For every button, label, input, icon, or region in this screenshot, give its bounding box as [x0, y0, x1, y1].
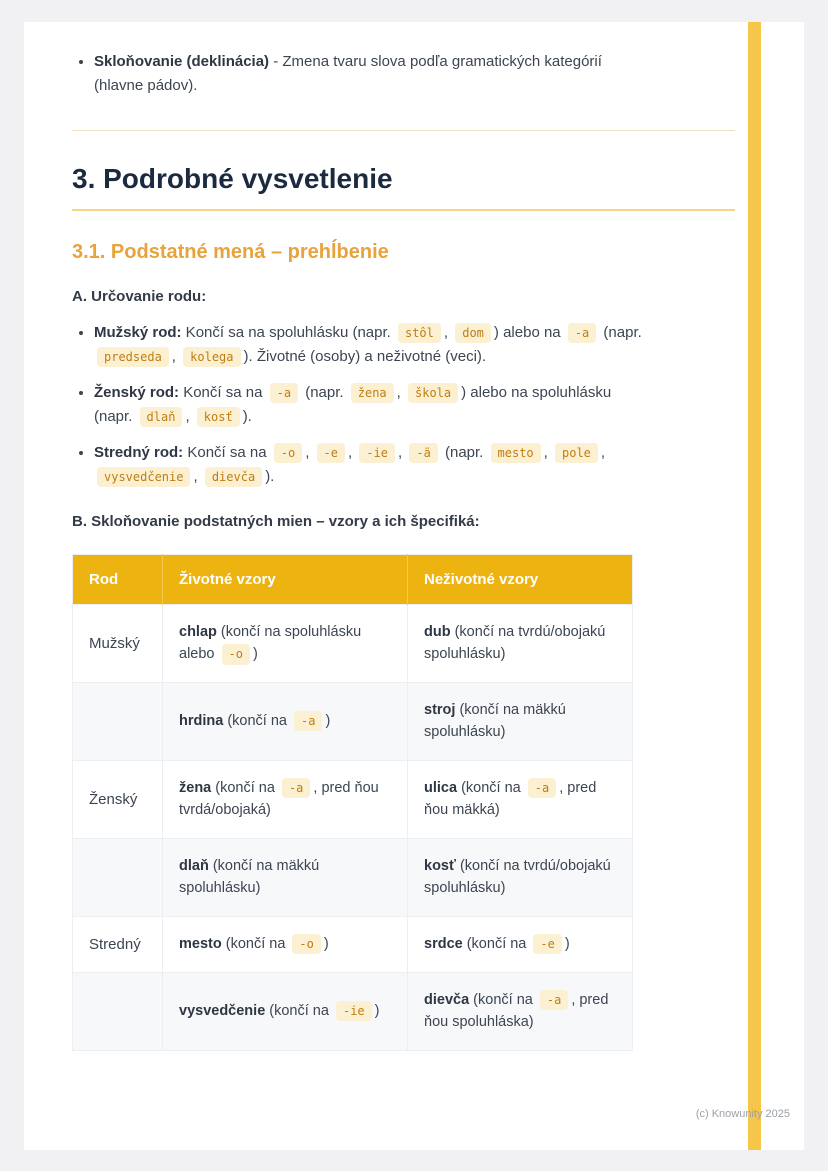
zivotne-vzory-cell: dlaň (končí na mäkkú spoluhlásku)	[163, 838, 408, 916]
subsection-heading: 3.1. Podstatné mená – prehĺbenie	[72, 241, 389, 263]
inline-code-chip: -a	[528, 778, 556, 798]
inline-code-chip: -a	[282, 778, 310, 798]
page-content	[24, 22, 804, 1051]
table-row	[73, 605, 633, 683]
inline-code-chip: žena	[351, 383, 394, 403]
bold-term: dievča	[424, 992, 470, 1008]
nezivotne-vzory-cell: dub (končí na tvrdú/obojakú spoluhlásku)	[408, 605, 633, 683]
inline-code-chip: -ie	[336, 1001, 372, 1021]
inline-code-chip: dlaň	[140, 407, 183, 427]
inline-code-chip: škola	[408, 383, 458, 403]
bold-term: chlap	[179, 624, 217, 640]
part-b-label: B. Skloňovanie podstatných mien – vzory a ich špecifiká:	[72, 513, 480, 530]
rod-cell	[73, 682, 163, 760]
section-heading: 3. Podrobné vysvetlenie	[72, 163, 735, 211]
inline-code-chip: -o	[292, 934, 320, 954]
inline-code-chip: -a	[540, 990, 568, 1010]
rod-cell: Mužský	[73, 605, 163, 683]
column-header: Neživotné vzory	[408, 555, 633, 605]
inline-code-chip: dievča	[205, 467, 262, 487]
inline-code-chip: -e	[317, 443, 345, 463]
nezivotne-vzory-cell: srdce (končí na -e )	[408, 916, 633, 972]
zivotne-vzory-cell: žena (končí na -a , pred ňou tvrdá/obojaká)	[163, 760, 408, 838]
column-header: Rod	[73, 555, 163, 605]
table-row	[73, 916, 633, 972]
inline-code-chip: kolega	[183, 347, 240, 367]
table-row	[73, 838, 633, 916]
inline-code-chip: -a	[270, 383, 298, 403]
bold-term: stroj	[424, 701, 456, 718]
inline-code-chip: -e	[533, 934, 561, 954]
bold-term: ulica	[424, 779, 458, 796]
declension-patterns-table	[72, 554, 633, 1051]
bold-term: srdce	[424, 936, 463, 953]
inline-code-chip: -ie	[359, 443, 395, 463]
bold-term: Mužský rod:	[94, 324, 182, 341]
inline-code-chip: -a	[294, 711, 322, 731]
inline-code-chip: stôl	[398, 323, 441, 343]
inline-code-chip: mesto	[491, 443, 541, 463]
table-row	[73, 760, 633, 838]
page-margin-stripe	[748, 22, 761, 1150]
rod-cell	[73, 838, 163, 916]
bold-term: vysvedčenie	[179, 1003, 266, 1020]
column-header: Životné vzory	[163, 555, 408, 605]
nezivotne-vzory-cell: kosť (končí na tvrdú/obojakú spoluhlásku)	[408, 838, 633, 916]
footer-copyright: (c) Knowunity 2025	[695, 1108, 790, 1120]
bold-term: mesto	[179, 936, 222, 953]
bold-term: Stredný rod:	[94, 444, 184, 461]
section-divider	[72, 130, 735, 131]
inline-code-chip: -o	[222, 644, 250, 664]
gender-rule-item: • Ženský rod: Končí sa na -a (napr. žena , škola ) alebo na spoluhlásku (napr. dlaň , kosť ).	[94, 381, 647, 429]
inline-code-chip: -ä	[409, 443, 437, 463]
nezivotne-vzory-cell: stroj (končí na mäkkú spoluhlásku)	[408, 682, 633, 760]
inline-code-chip: kosť	[197, 407, 240, 427]
intro-bullet-list	[72, 50, 647, 98]
nezivotne-vzory-cell: ulica (končí na -a , pred ňou mäkká)	[408, 760, 633, 838]
zivotne-vzory-cell: vysvedčenie (končí na -ie )	[163, 973, 408, 1051]
table-header-row	[73, 555, 633, 605]
intro-bullet-item: • Skloňovanie (deklinácia) - Zmena tvaru slova podľa gramatických kategórií (hlavne pádov).	[94, 50, 647, 98]
bold-term: kosť	[424, 857, 456, 874]
table-row	[73, 973, 633, 1051]
inline-code-chip: dom	[455, 323, 491, 343]
table-row	[73, 682, 633, 760]
bold-term: Ženský rod:	[94, 384, 180, 401]
inline-code-chip: -o	[274, 443, 302, 463]
table-head	[73, 555, 633, 605]
bold-term: hrdina	[179, 713, 224, 730]
bold-term: dub	[424, 624, 451, 640]
inline-code-chip: vysvedčenie	[97, 467, 190, 487]
rod-cell: Ženský	[73, 760, 163, 838]
gender-rules-list	[72, 321, 647, 489]
nezivotne-vzory-cell: dievča (končí na -a , pred ňou spoluhláska)	[408, 973, 633, 1051]
document-page	[24, 22, 804, 1150]
inline-code-chip: pole	[555, 443, 598, 463]
bold-term: Skloňovanie (deklinácia)	[94, 53, 270, 70]
inline-code-chip: -a	[568, 323, 596, 343]
bold-term: žena	[179, 779, 212, 796]
gender-rule-item: • Mužský rod: Končí sa na spoluhlásku (napr. stôl , dom ) alebo na -a (napr. predseda , kolega ). Životné (osoby) a neživotné (veci).	[94, 321, 647, 369]
inline-code-chip: predseda	[97, 347, 169, 367]
gender-rule-item: • Stredný rod: Končí sa na -o , -e , -ie , -ä (napr. mesto , pole , vysvedčenie , dievča ).	[94, 441, 647, 489]
bold-term: dlaň	[179, 857, 209, 874]
part-a-label: A. Určovanie rodu:	[72, 288, 207, 305]
table-body	[73, 605, 633, 1051]
zivotne-vzory-cell: mesto (končí na -o )	[163, 916, 408, 972]
zivotne-vzory-cell: chlap (končí na spoluhlásku alebo -o )	[163, 605, 408, 683]
rod-cell	[73, 973, 163, 1051]
zivotne-vzory-cell: hrdina (končí na -a )	[163, 682, 408, 760]
rod-cell: Stredný	[73, 916, 163, 972]
